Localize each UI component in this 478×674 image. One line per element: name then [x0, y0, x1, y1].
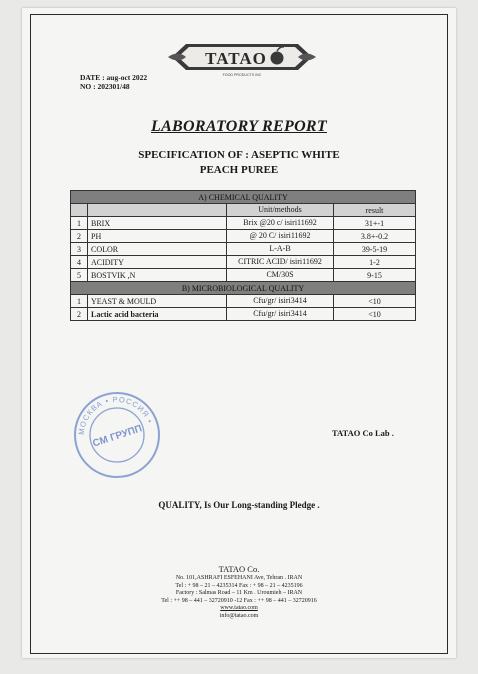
tatao-logo [168, 34, 316, 80]
footer-tel-factory: Tel : ++ 98 – 441 – 32720910 -12 Fax : ++ 98 – 441 – 32720916 [161, 597, 317, 604]
lab-signature: TATAO Co Lab . [332, 428, 394, 438]
stamp-center-text: CM ГРУПП [91, 423, 144, 450]
specification-line-1: SPECIFICATION OF : ASEPTIC WHITE [138, 149, 340, 161]
footer-website-link[interactable]: www.tatao.com [220, 605, 258, 612]
table-header-row [71, 204, 416, 217]
section-header-microbiological [71, 282, 416, 295]
specification [0, 148, 478, 178]
footer-factory: Factory : Salmas Road – 11 Km . Uroumieh – IRAN [175, 590, 303, 597]
section-title-chemical: A) CHEMICAL QUALITY [71, 191, 416, 204]
footer [0, 564, 478, 621]
lab-results-table [70, 190, 416, 321]
table-row: 1 YEAST & MOULD Cfu/gr/ isiri3414 <10 [71, 295, 416, 308]
report-date: DATE : aug-oct 2022 [80, 73, 148, 82]
specification-line-2: PEACH PUREE [199, 164, 279, 176]
column-header-method: Unit/methods [227, 204, 334, 217]
table-row: 1 BRIX Brix @20 c/ isiri11692 31+-1 [71, 217, 416, 230]
table-row: 5 BOSTVIK ,N CM/30S 9-15 [71, 269, 416, 282]
footer-email-link[interactable]: info@tatao.com [219, 612, 259, 619]
table-row: 4 ACIDITY CITRIC ACID/ isiri11692 1-2 [71, 256, 416, 269]
report-number: NO : 202301/48 [80, 82, 130, 91]
footer-address: No. 101,ASHRAFI ESFEHANI Ave, Tehran . IRAN [175, 575, 303, 581]
page-border [30, 14, 448, 654]
section-header-chemical [71, 191, 416, 204]
company-stamp [72, 390, 162, 480]
footer-company: TATAO Co. [218, 564, 260, 574]
report-title: LABORATORY REPORT [151, 118, 327, 135]
column-header-result: result [334, 204, 416, 217]
footer-tel-office: Tel : + 98 – 21 – 4235314 Fax : + 98 – 21 – 4235196 [175, 582, 303, 589]
section-title-microbiological: B) MICROBIOLOGICAL QUALITY [71, 282, 416, 295]
logo-subtitle: FOOD PRODUCTS INC [222, 73, 262, 77]
quality-pledge: QUALITY, Is Our Long-standing Pledge . [158, 500, 320, 510]
report-meta [80, 73, 147, 91]
table-row: 3 COLOR L-A-B 39-5-19 [71, 243, 416, 256]
logo-text: TATAO [205, 49, 267, 68]
table-row: 2 Lactic acid bacteria Cfu/gr/ isiri3414 <10 [71, 308, 416, 321]
stamp-ring-text: МОСКВА • РОССИЯ • [76, 394, 155, 436]
table-row: 2 PH @ 20 C/ isiri11692 3.8+-0.2 [71, 230, 416, 243]
